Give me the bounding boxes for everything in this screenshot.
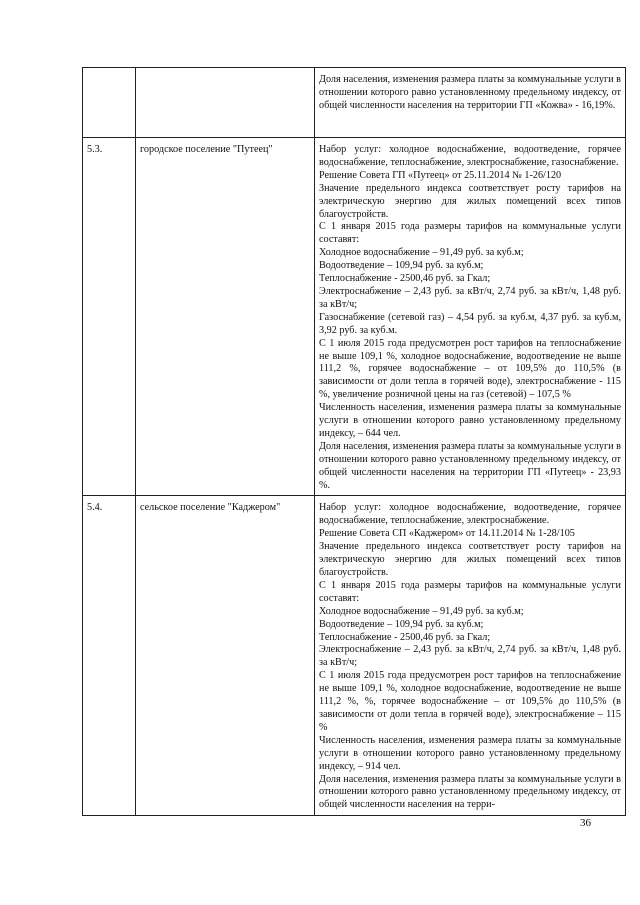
paragraph: Численность населения, изменения размера платы за коммунальные услуги в отношении которого равно установленному предельному индексу, – 914 чел. <box>319 734 621 772</box>
paragraph: С 1 января 2015 года размеры тарифов на коммунальные услуги составят: <box>319 221 621 246</box>
paragraph: Газоснабжение (сетевой газ) – 4,54 руб. за куб.м, 4,37 руб. за куб.м, 3,92 руб. за куб.м. <box>319 311 621 336</box>
paragraph: Электроснабжение – 2,43 руб. за кВт/ч, 2,74 руб. за кВт/ч, 1,48 руб. за кВт/ч; <box>319 644 621 669</box>
paragraph: Электроснабжение – 2,43 руб. за кВт/ч, 2,74 руб. за кВт/ч, 1,48 руб. за кВт/ч; <box>319 285 621 310</box>
paragraph: Численность населения, изменения размера платы за коммунальные услуги в отношении которого равно установленному предельному индексу, – 644 чел. <box>319 402 621 439</box>
tariff-table <box>82 67 626 816</box>
table-row <box>83 138 626 496</box>
page-number: 36 <box>580 817 591 829</box>
row-description <box>315 496 626 816</box>
paragraph: Доля населения, изменения размера платы за коммунальные услуги в отношении которого равно установленному предельному индексу, от общей численности населения на территории ГП «Кожва» - 16,19%. <box>319 74 621 111</box>
paragraph: С 1 января 2015 года размеры тарифов на коммунальные услуги составят: <box>319 579 621 604</box>
settlement-name: сельское поселение "Каджером" <box>136 496 315 816</box>
settlement-name: городское поселение "Путеец" <box>136 138 315 496</box>
row-number: 5.3. <box>83 138 136 496</box>
paragraph: Теплоснабжение - 2500,46 руб. за Гкал; <box>319 631 491 643</box>
paragraph: Решение Совета СП «Каджером» от 14.11.2014 № 1-28/105 <box>319 528 575 540</box>
paragraph: Холодное водоснабжение – 91,49 руб. за куб.м; <box>319 605 524 617</box>
paragraph: Набор услуг: холодное водоснабжение, водоотведение, горячее водоснабжение, теплоснабжение, электроснабжение, газоснабжение. <box>319 144 621 168</box>
paragraph: Значение предельного индекса соответствует росту тарифов на электрическую энергию для жилых помещений всех типов благоустройств. <box>319 182 621 220</box>
paragraph: Значение предельного индекса соответствует росту тарифов на электрическую энергию для жилых помещений всех типов благоустройств. <box>319 541 621 578</box>
paragraph: С 1 июля 2015 года предусмотрен рост тарифов на теплоснабжение не выше 109,1 %, холодное водоснабжение, водоотведение не выше 111,2 %, %, горячее водоснабжение – от 109,5% до 110,5% (в зависимости от доли тепла в горячей воде), электроснабжение – 115 % <box>319 670 621 733</box>
paragraph: Доля населения, изменения размера платы за коммунальные услуги в отношении которого равно установленному предельному индексу, от общей численности населения на терри- <box>319 773 621 811</box>
row-number <box>83 68 136 138</box>
paragraph: С 1 июля 2015 года предусмотрен рост тарифов на теплоснабжение не выше 109,1 %, холодное водоснабжение, водоотведение не выше 111,2 %, горячее водоснабжение – от 109,5% до 110,5% (в зависимости от доли тепла в горячей воде), электроснабжение - 115 %, увеличение розничной цены на газ (сетевой) – 107,5 % <box>319 337 621 401</box>
settlement-name <box>136 68 315 138</box>
paragraph: Водоотведение – 109,94 руб. за куб.м; <box>319 618 484 630</box>
paragraph: Набор услуг: холодное водоснабжение, водоотведение, горячее водоснабжение, теплоснабжение, электроснабжение. <box>319 502 621 527</box>
paragraph: Решение Совета ГП «Путеец» от 25.11.2014 № 1-26/120 <box>319 169 562 181</box>
paragraph: Водоотведение – 109,94 руб. за куб.м; <box>319 260 484 272</box>
row-description <box>315 68 626 138</box>
table-row <box>83 68 626 138</box>
paragraph: Доля населения, изменения размера платы за коммунальные услуги в отношении которого равно установленному предельному индексу, от общей численности населения на территории ГП «Путеец» - 23,93 %. <box>319 440 621 491</box>
row-number: 5.4. <box>83 496 136 816</box>
row-description <box>315 138 626 496</box>
table-row <box>83 496 626 816</box>
paragraph: Теплоснабжение - 2500,46 руб. за Гкал; <box>319 273 491 285</box>
paragraph: Холодное водоснабжение – 91,49 руб. за куб.м; <box>319 247 524 259</box>
